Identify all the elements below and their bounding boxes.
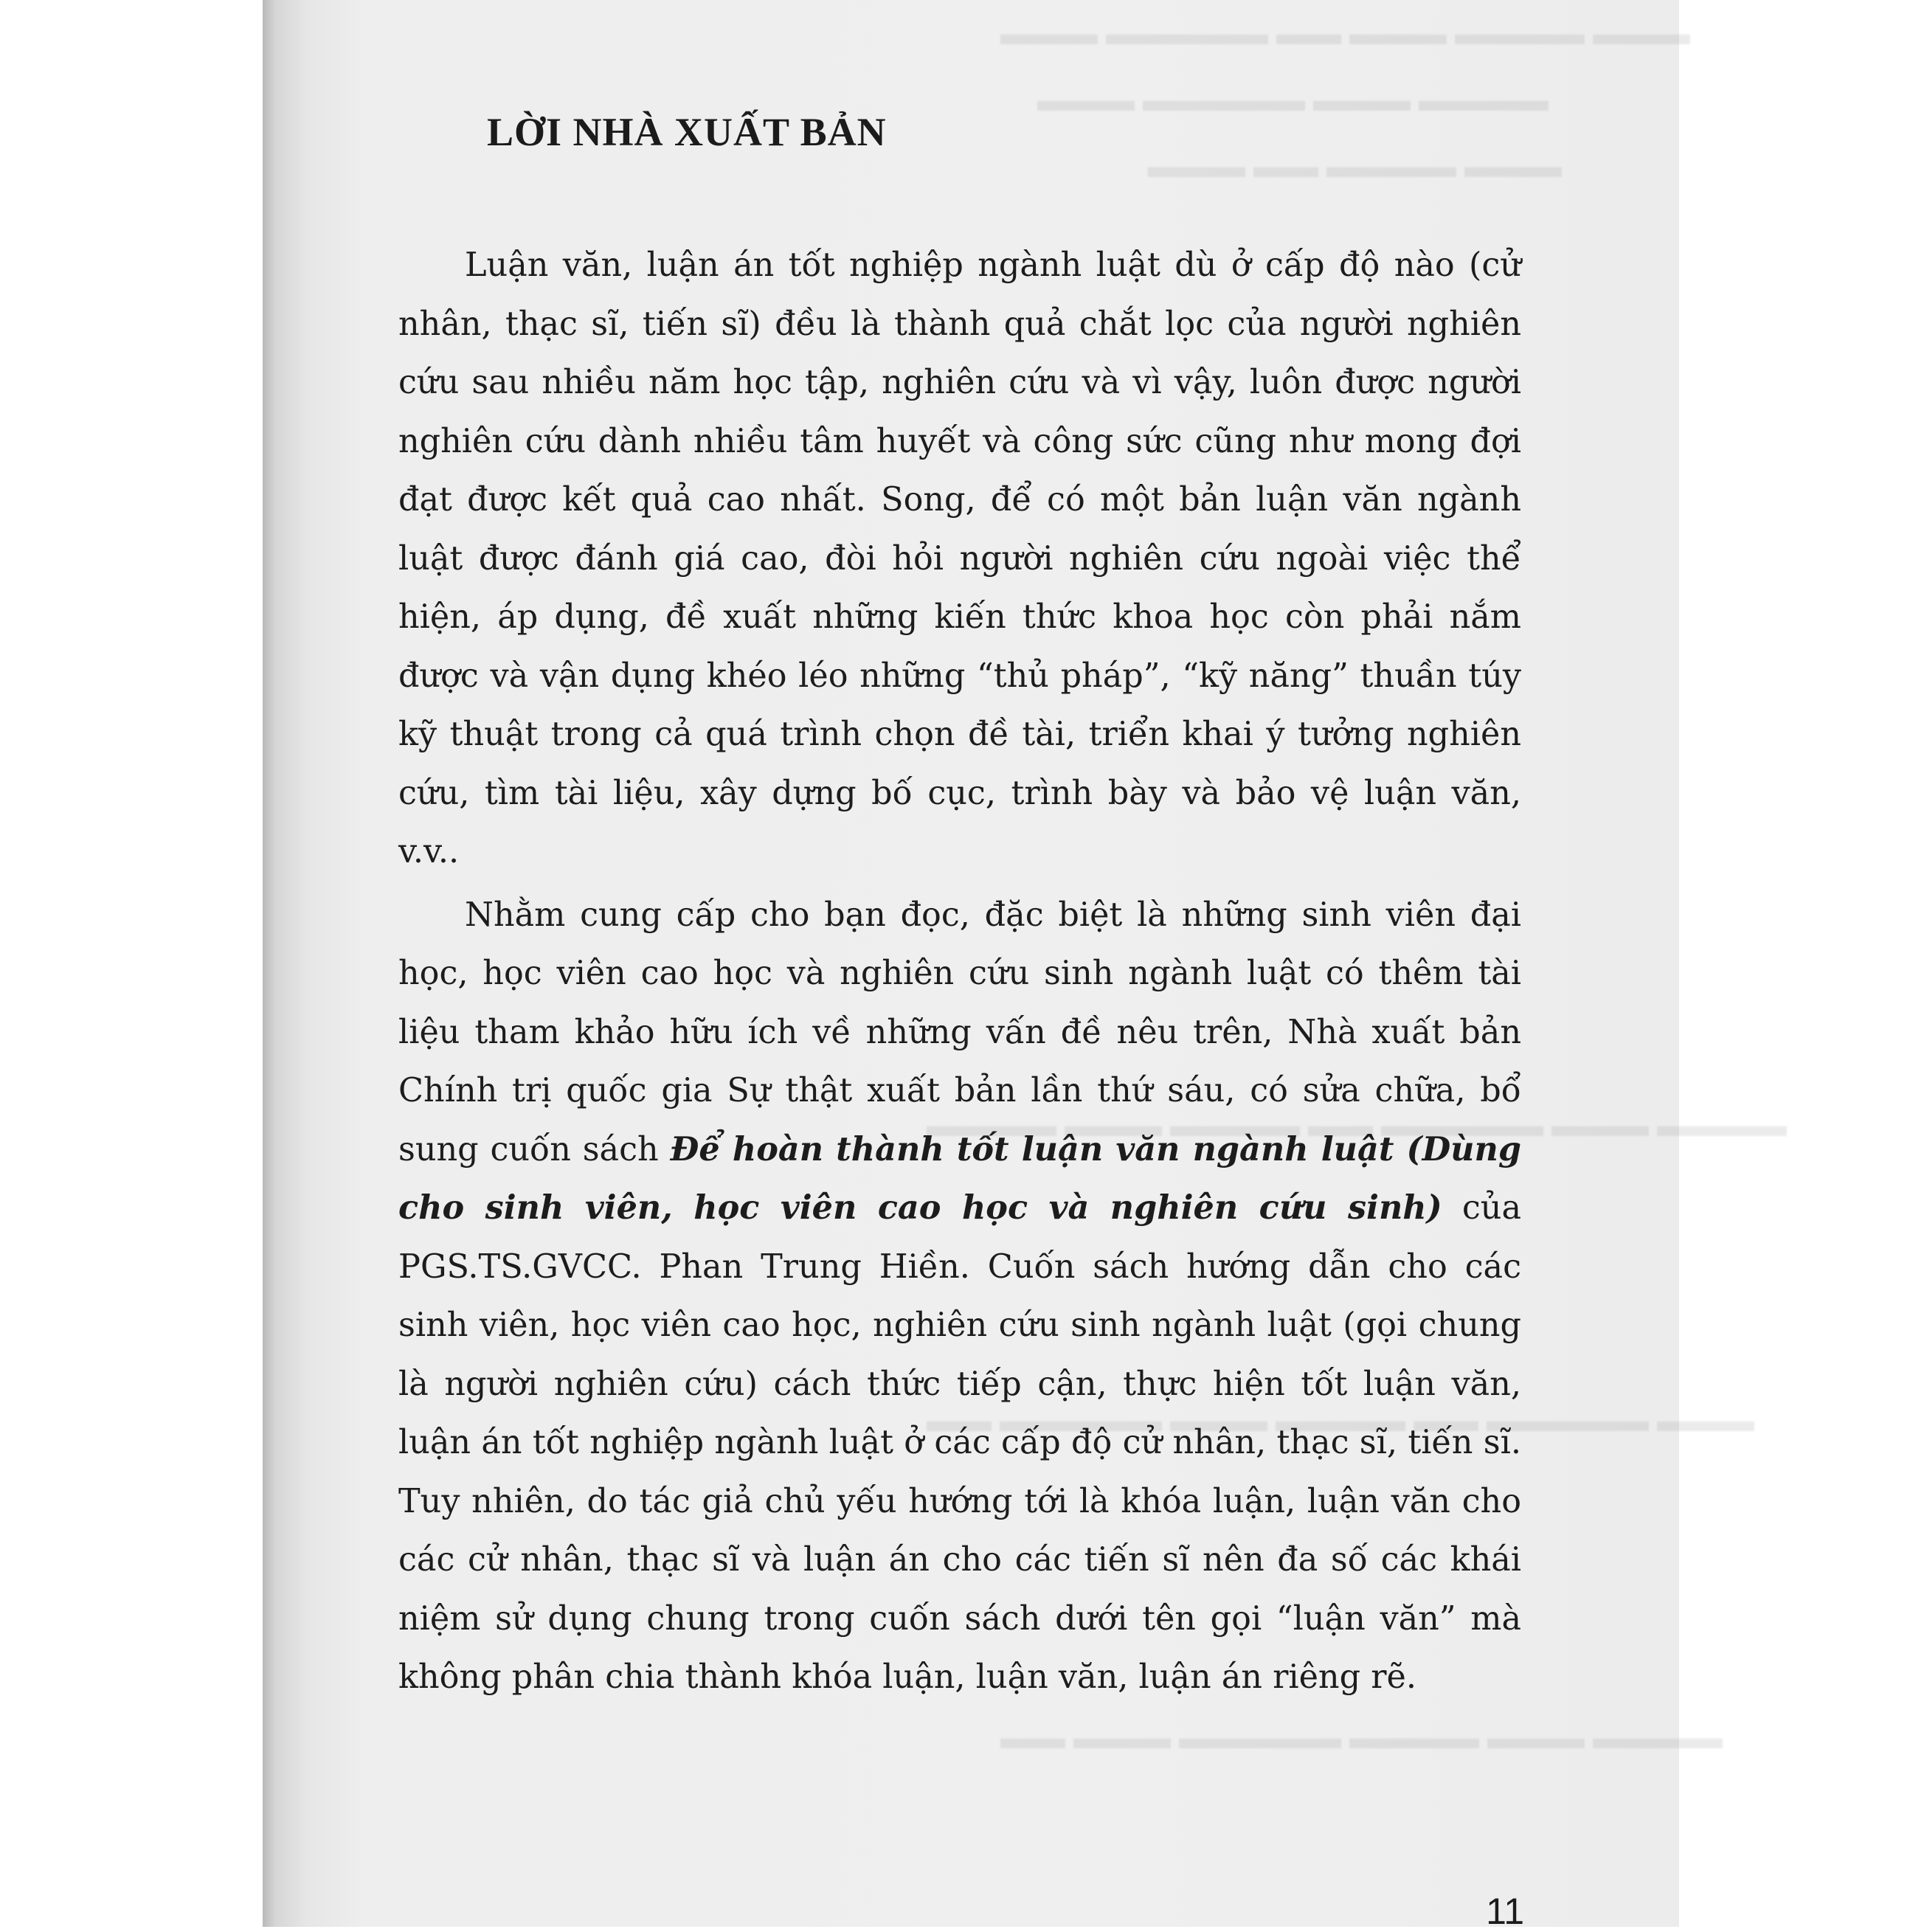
show-through-texture: ▬▬▬ ▬▬▬▬ ▬▬▬ ▬▬ ▬▬▬▬▬ ▬▬▬ [1000, 15, 1690, 52]
show-through-texture: ▬▬▬ ▬▬▬▬▬ ▬▬ ▬▬▬▬ ▬▬▬ ▬▬▬▬▬ ▬▬ [927, 1402, 1754, 1438]
book-title: Để hoàn thành tốt luận văn ngành luật (Dùng cho sinh viên, học viên cao học và nghiên cứu sinh) [398, 1129, 1521, 1227]
show-through-texture: ▬▬▬▬ ▬▬▬ ▬▬▬▬ ▬▬▬▬▬ ▬▬▬ ▬▬ [1000, 1720, 1723, 1756]
show-through-texture: ▬▬▬▬ ▬▬▬ ▬▬▬▬▬ ▬▬▬ [1037, 82, 1549, 118]
page-number: 11 [1486, 1891, 1524, 1932]
show-through-texture: ▬▬▬ ▬▬▬▬ ▬▬ ▬▬▬ [1148, 148, 1562, 184]
paragraph-1-text: Luận văn, luận án tốt nghiệp ngành luật dù ở cấp độ nào (cử nhân, thạc sĩ, tiến sĩ) đều là thành quả chắt lọc của người nghiên cứu sau nhiều năm học tập, nghiên cứu và vì vậy, luôn được người nghiên cứu dành nhiều tâm huyết và công sức cũng như mong đợi đạt được kết quả cao nhất. Song, để có một bản luận văn ngành luật được đánh giá cao, đòi hỏi người nghiên cứu ngoài việc thể hiện, áp dụng, đề xuất những kiến thức khoa học còn phải nắm được và vận dụng khéo léo những “thủ pháp”, “kỹ năng” thuần túy kỹ thuật trong cả quá trình chọn đề tài, triển khai ý tưởng nghiên cứu, tìm tài liệu, xây dựng bố cục, trình bày và bảo vệ luận văn, v.v.. [398, 246, 1521, 870]
paragraph-2-after: của PGS.TS.GVCC. Phan Trung Hiền. Cuốn sách hướng dẫn cho các sinh viên, học viên cao học, nghiên cứu sinh ngành luật (gọi chung là người nghiên cứu) cách thức tiếp cận, thực hiện tốt luận văn, luận án tốt nghiệp ngành luật ở các cấp độ cử nhân, thạc sĩ, tiến sĩ. Tuy nhiên, do tác giả chủ yếu hướng tới là khóa luận, luận văn cho các cử nhân, thạc sĩ và luận án cho các tiến sĩ nên đa số các khái niệm sử dụng chung trong cuốn sách dưới tên gọi “luận văn” mà không phân chia thành khóa luận, luận văn, luận án riêng rẽ. [398, 1189, 1521, 1696]
show-through-texture: ▬▬▬▬ ▬▬▬ ▬▬▬▬▬ ▬▬ ▬▬▬▬ ▬▬▬ ▬▬▬▬ [927, 1107, 1787, 1143]
paragraph-2 [398, 886, 1521, 1707]
paragraph-1 [398, 236, 1521, 882]
page-body [398, 236, 1521, 1711]
paragraph-2-before: Nhằm cung cấp cho bạn đọc, đặc biệt là những sinh viên đại học, học viên cao học và nghiên cứu sinh ngành luật có thêm tài liệu tham khảo hữu ích về những vấn đề nêu trên, Nhà xuất bản Chính trị quốc gia Sự thật xuất bản lần thứ sáu, có sửa chữa, bổ sung cuốn sách [398, 896, 1521, 1168]
page-heading: LỜI NHÀ XUẤT BẢN [487, 110, 887, 154]
